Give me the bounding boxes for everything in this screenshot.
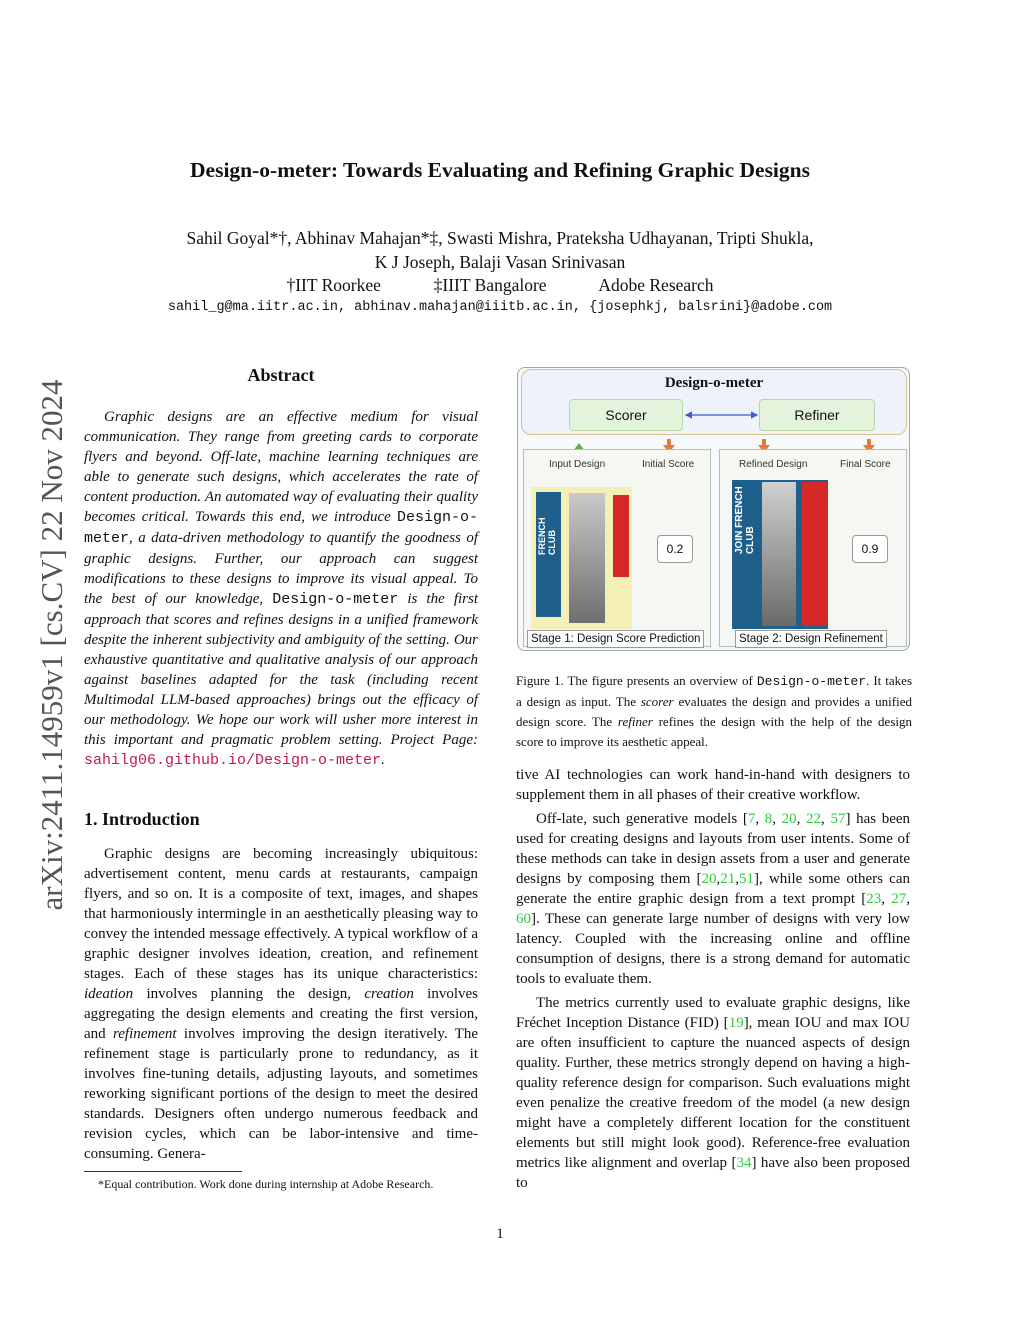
citation-link[interactable]: 51 — [739, 871, 755, 887]
citation-link[interactable]: 57 — [830, 811, 846, 827]
section-heading-introduction: 1. Introduction — [84, 809, 200, 829]
poster-1-text: FRENCH CLUB — [537, 517, 557, 555]
stage-2-caption: Stage 2: Design Refinement — [735, 630, 887, 648]
citation-link[interactable]: 20 — [781, 811, 797, 827]
paragraph: The metrics currently used to evaluate graphic designs, like Fréchet Inception Distance (FID) [19], mean IOU and max IOU are often insufficient to capture the nuanced aspects of design quality. Further, these metrics strongly depend on having a high-quality reference design for comparison. Such evaluations might even penalize the creative freedom of the model (a new design might have a completely different location for the constituent elements but still might look good). Reference-free evaluation metrics like alignment and overlap [34] have also been proposed to — [516, 995, 911, 1191]
figure-title: Design-o-meter — [664, 375, 764, 391]
author-emails: sahil_g@ma.iitr.ac.in, abhinav.mahajan@iiitb.ac.in, {josephkj, balsrini}@adobe.com — [167, 300, 833, 315]
citation-link[interactable]: 7 — [747, 811, 756, 827]
final-score-value: 0.9 — [852, 535, 888, 563]
method-name: Design-o-meter — [84, 509, 478, 547]
affiliation-iiit: ‡IIIT Bangalore — [433, 275, 547, 295]
affiliation-iit: †IIT Roorkee — [286, 275, 381, 295]
citation-link[interactable]: 60 — [516, 911, 531, 927]
citation-link[interactable]: 27 — [891, 891, 907, 907]
citation-link[interactable]: 21 — [720, 871, 736, 887]
right-column-text — [516, 765, 910, 1193]
refined-design-label: Refined Design — [739, 459, 808, 470]
refined-design-poster — [732, 480, 828, 629]
authors-line-1: Sahil Goyal*†, Abhinav Mahajan*‡, Swasti Mishra, Prateksha Udhayanan, Tripti Shukla, — [186, 228, 814, 248]
citation-link[interactable]: 8 — [764, 811, 773, 827]
input-design-poster — [531, 487, 632, 629]
paper-title: Design-o-meter: Towards Evaluating and Refining Graphic Designs — [190, 158, 810, 182]
affiliation-adobe: Adobe Research — [598, 275, 714, 295]
citation-link[interactable]: 20 — [701, 871, 717, 887]
footnote-rule — [84, 1171, 242, 1172]
refiner-box: Refiner — [759, 399, 875, 431]
initial-score-label: Initial Score — [642, 459, 695, 470]
authors-line-2: K J Joseph, Balaji Vasan Srinivasan — [374, 252, 626, 272]
citation-link[interactable]: 23 — [866, 891, 882, 907]
final-score-label: Final Score — [840, 459, 891, 470]
paragraph: Off-late, such generative models [7, 8, 20, 22, 57] has been used for creating designs and layouts from user intents. Some of these methods can take in design assets from a user and generate designs by composing them [20,21,51], while some others can generate the entire graphic design from a text prompt [23, 27, 60]. These can generate large number of designs with very low latency. Coupled with the increasing online and offline consumption of designs, there is a strong demand for automatic tools to evaluate them. — [516, 811, 911, 987]
abstract-body: Graphic designs are an effective medium for visual communication. They range from greeting cards to corporate flyers and beyond. Off-late, machine learning techniques are able to generate such designs, which accelerates the rate of content production. An automated way of evaluating their quality becomes critical. Towards this end, we introduce Design-o-meter, a data-driven methodology to quantify the goodness of graphic designs. Further, our approach can suggest modifications to these designs to improve its visual appeal. To the best of our knowledge, Design-o-meter is the first approach that scores and refines designs in a unified framework despite the inherent subjectivity and ambiguity of the setting. Our exhaustive quantitative and qualitative analysis of our approach against baselines adapted for the task (including recent Multimodal LLM-based approaches) brings out the efficacy of our methodology. We hope our work will usher more interest in this important and pragmatic problem setting. Project Page: sahilg06.github.io/Design-o-meter. — [84, 409, 478, 769]
eiffel-tower-photo — [569, 493, 605, 623]
paragraph: tive AI technologies can work hand-in-hand with designers to supplement them in all phases of their creative workflow. — [516, 767, 910, 803]
page-number: 1 — [496, 1226, 504, 1242]
method-name: Design-o-meter — [272, 591, 399, 608]
figure-caption: Figure 1. The figure presents an overview of Design-o-meter. It takes a design as input. The scorer evaluates the design and provides a unified design score. The refiner refines the design with the help of the design score to improve its aesthetic appeal. — [516, 673, 912, 749]
affiliations — [0, 274, 1000, 296]
arxiv-sidebar-id: arXiv:2411.14959v1 [cs.CV] 22 Nov 2024 — [34, 379, 69, 911]
footnote: *Equal contribution. Work done during internship at Adobe Research. — [98, 1177, 434, 1191]
stage-1-caption: Stage 1: Design Score Prediction — [527, 630, 704, 648]
project-page-link[interactable]: sahilg06.github.io/Design-o-meter — [84, 752, 382, 769]
citation-link[interactable]: 22 — [806, 811, 822, 827]
poster-2-text: JOIN FRENCH CLUB — [734, 486, 756, 554]
input-design-label: Input Design — [549, 459, 606, 470]
abstract-heading: Abstract — [247, 365, 315, 385]
intro-paragraph: Graphic designs are becoming increasingly ubiquitous: advertisement content, menu cards at restaurants, campaign flyers, and so on. It is a composite of text, images, and shapes that harmoniously intermingle in an aesthetically pleasing way to convey the intended message effectively. A typical workflow of a graphic designer involves ideation, creation, and refinement stages. Each of these stages has its unique characteristics: ideation involves planning the design, creation involves aggregating the design elements and creating the first version, and refinement involves improving the design iteratively. The refinement stage is particularly prone to redundancy, as it involves fine-tuning details, adjusting layouts, and sometimes reworking significant portions of the design to meet the desired standards. Designers often undergo numerous feedback and revision cycles, which can be labor-intensive and time-consuming. Genera- — [84, 846, 478, 1162]
citation-link[interactable]: 34 — [736, 1155, 752, 1171]
scorer-box: Scorer — [569, 399, 683, 431]
initial-score-value: 0.2 — [657, 535, 693, 563]
eiffel-tower-photo — [762, 482, 796, 626]
citation-link[interactable]: 19 — [728, 1015, 744, 1031]
